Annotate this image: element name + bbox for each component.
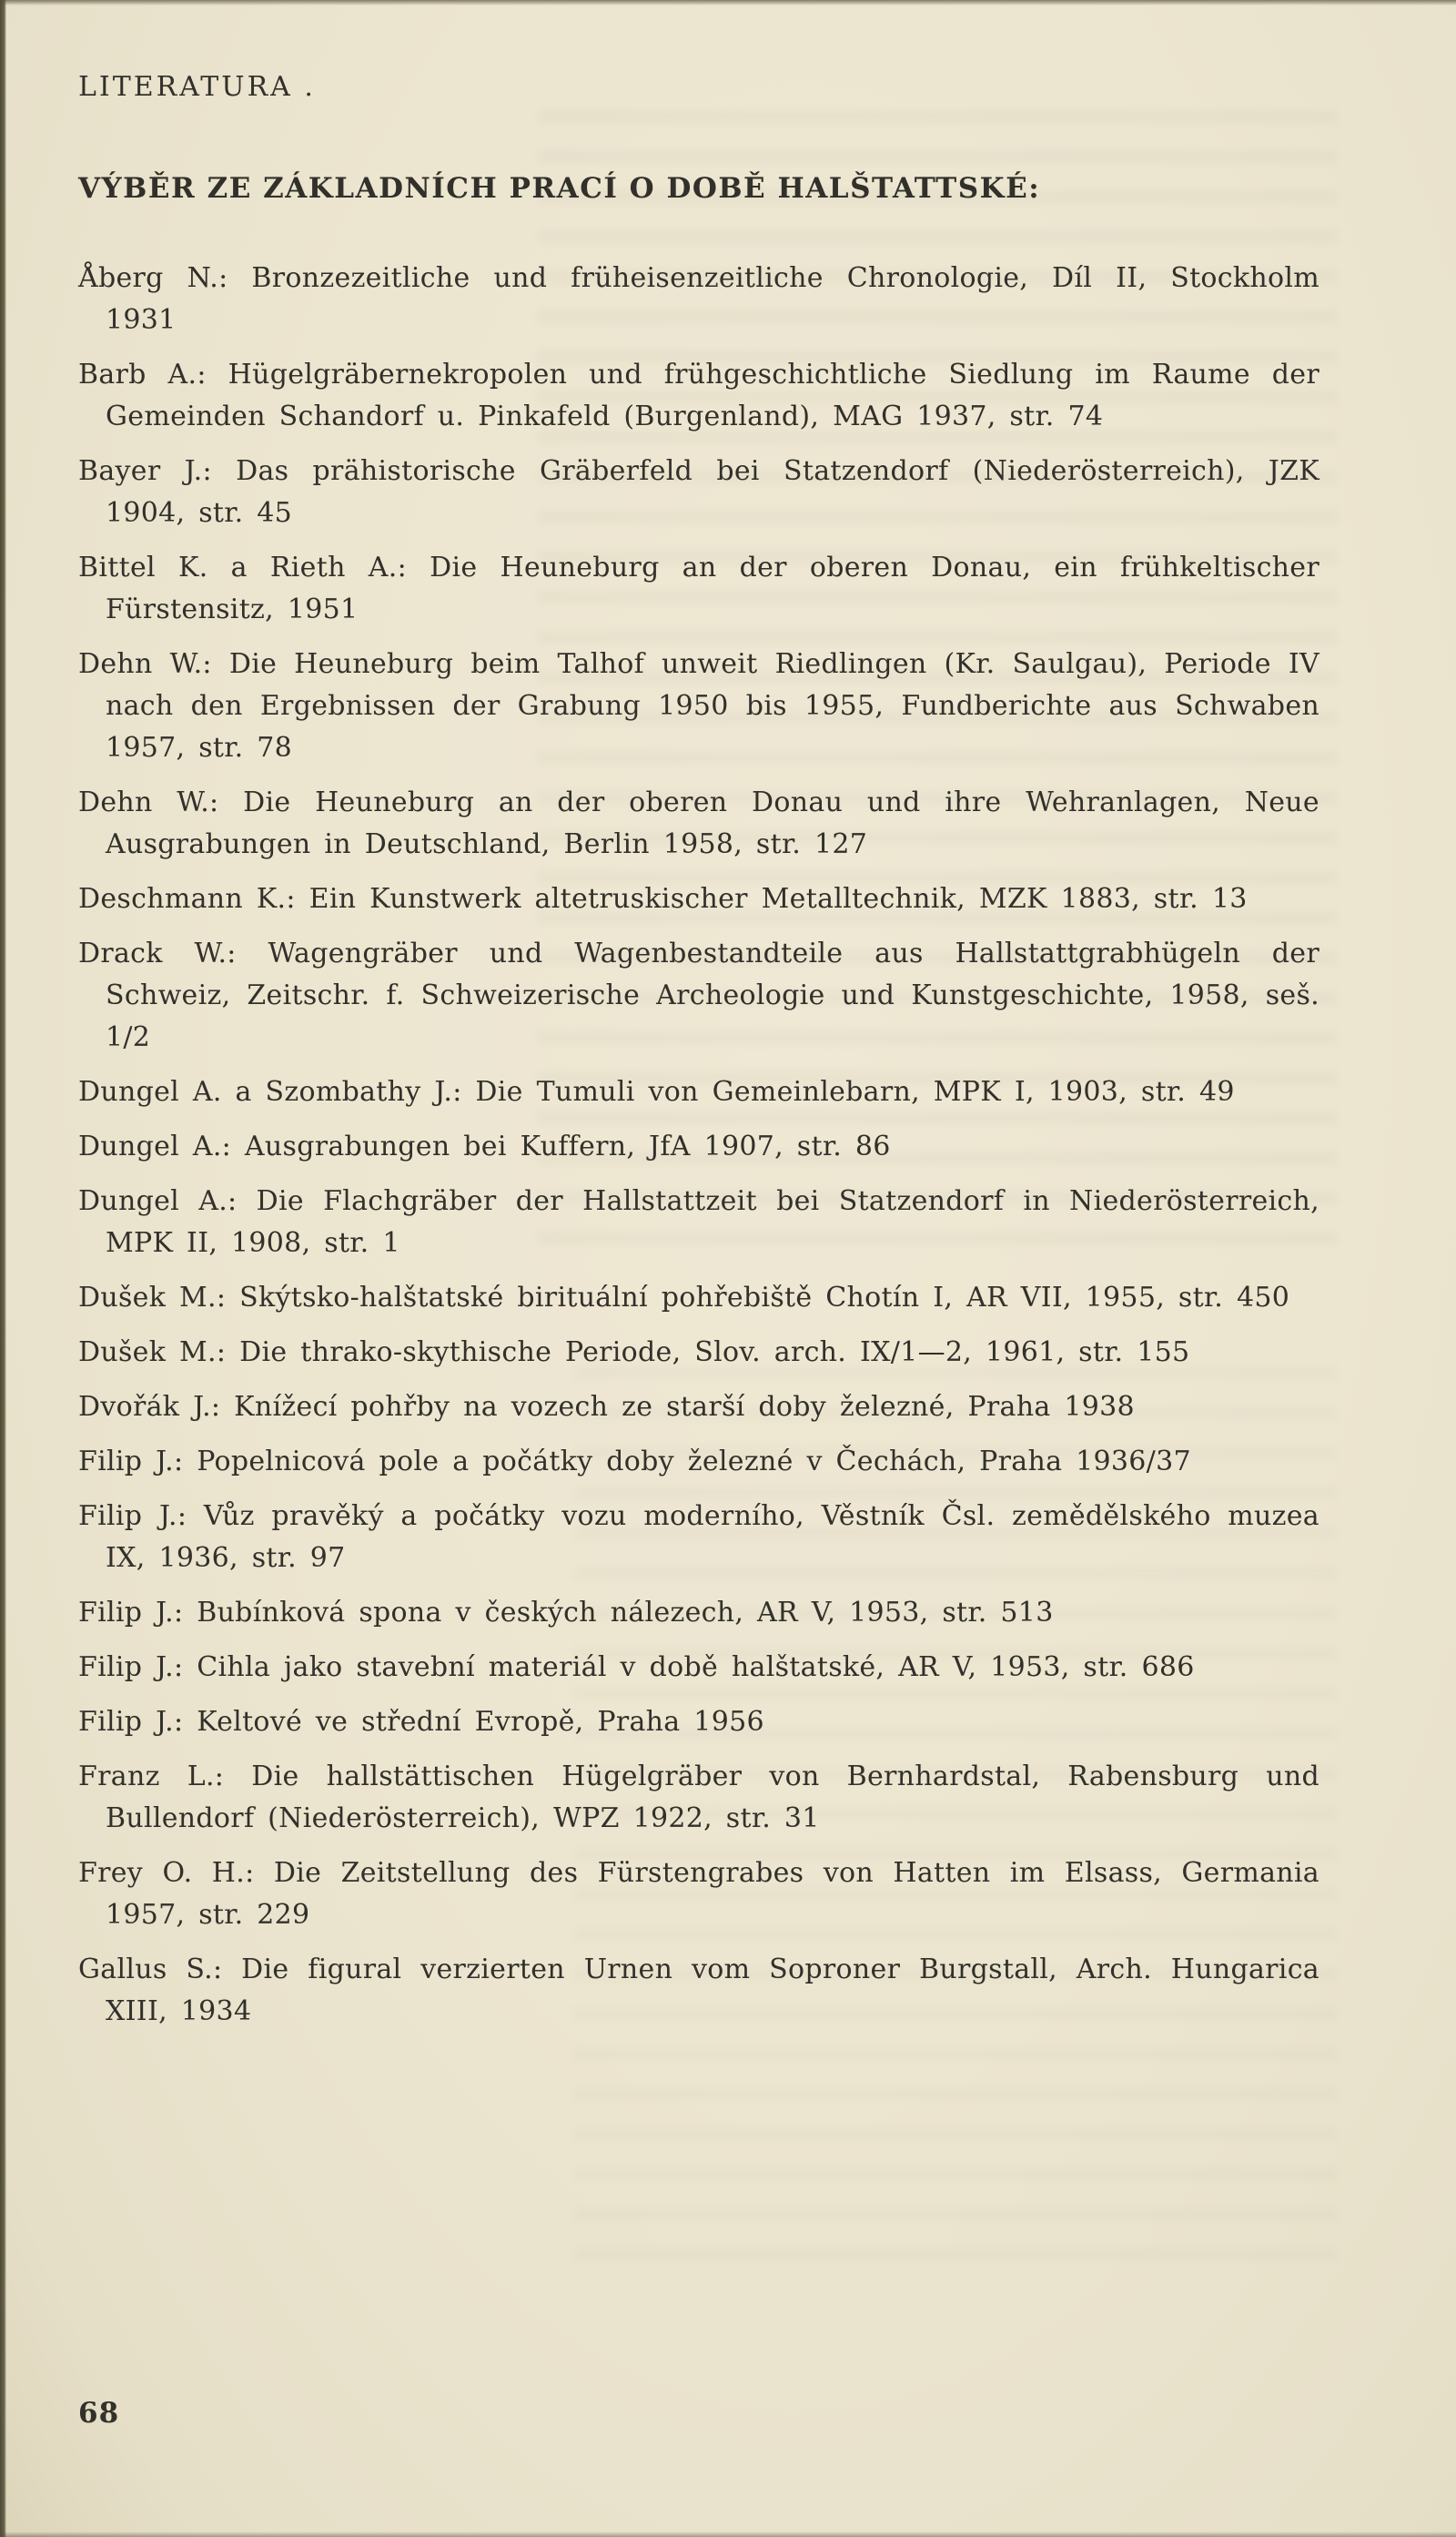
bibliography-entry: Åberg N.: Bronzezeitliche und früheisenzeitliche Chronologie, Díl II, Stockholm 1931 <box>78 262 1320 336</box>
bibliography-entry: Dehn W.: Die Heuneburg beim Talhof unweit Riedlingen (Kr. Saulgau), Periode IV nach den Ergebnissen der Grabung 1950 bis 1955, Fundberichte aus Schwaben 1957, str. 78 <box>78 648 1320 764</box>
scan-edge-bottom <box>0 2532 1456 2537</box>
bibliography-entry: Filip J.: Vůz pravěký a počátky vozu moderního, Věstník Čsl. zemědělského muzea IX, 1936, str. 97 <box>78 1500 1320 1574</box>
bibliography-entry: Gallus S.: Die figural verzierten Urnen vom Soproner Burgstall, Arch. Hungarica XIII, 1934 <box>78 1953 1320 2027</box>
bibliography-entry: Barb A.: Hügelgräbernekropolen und frühgeschichtliche Siedlung im Raume der Gemeinden Schandorf u. Pinkafeld (Burgenland), MAG 1937, str. 74 <box>78 359 1320 432</box>
bibliography-entry: Dušek M.: Die thrako-skythische Periode, Slov. arch. IX/1—2, 1961, str. 155 <box>78 1336 1190 1368</box>
bibliography-entry: Drack W.: Wagengräber und Wagenbestandteile aus Hallstattgrabhügeln der Schweiz, Zeitschr. f. Schweizerische Archeologie und Kunstgeschichte, 1958, seš. 1/2 <box>78 938 1320 1053</box>
running-header: LITERATURA . <box>78 71 316 103</box>
scan-edge-left <box>0 0 6 2537</box>
page-content <box>78 71 1320 2430</box>
scan-edge-top <box>0 0 1456 5</box>
bibliography-entry: Dušek M.: Skýtsko-halštatské birituální pohřebiště Chotín I, AR VII, 1955, str. 450 <box>78 1282 1290 1314</box>
bibliography-entry: Filip J.: Popelnicová pole a počátky doby železné v Čechách, Praha 1936/37 <box>78 1446 1191 1477</box>
bibliography-entry: Dvořák J.: Knížecí pohřby na vozech ze starší doby železné, Praha 1938 <box>78 1391 1135 1423</box>
bibliography-entry: Bittel K. a Rieth A.: Die Heuneburg an der oberen Donau, ein frühkeltischer Fürstensitz, 1951 <box>78 552 1320 625</box>
bibliography-entry: Filip J.: Bubínková spona v českých nálezech, AR V, 1953, str. 513 <box>78 1597 1054 1629</box>
bibliography-list <box>78 258 1320 2045</box>
bibliography-entry: Dungel A.: Die Flachgräber der Hallstattzeit bei Statzendorf in Niederösterreich, MPK II, 1908, str. 1 <box>78 1185 1320 1259</box>
bibliography-entry: Dehn W.: Die Heuneburg an der oberen Donau und ihre Wehranlagen, Neue Ausgrabungen in Deutschland, Berlin 1958, str. 127 <box>78 786 1320 860</box>
page-number: 68 <box>78 2397 120 2430</box>
bibliography-entry: Bayer J.: Das prähistorische Gräberfeld bei Statzendorf (Niederösterreich), JZK 1904, str. 45 <box>78 455 1320 529</box>
bibliography-entry: Dungel A. a Szombathy J.: Die Tumuli von Gemeinlebarn, MPK I, 1903, str. 49 <box>78 1076 1235 1108</box>
bibliography-entry: Filip J.: Cihla jako stavební materiál v době halštatské, AR V, 1953, str. 686 <box>78 1651 1195 1683</box>
bibliography-entry: Dungel A.: Ausgrabungen bei Kuffern, JfA 1907, str. 86 <box>78 1131 891 1162</box>
bibliography-entry: Franz L.: Die hallstättischen Hügelgräber von Bernhardstal, Rabensburg und Bullendorf (Niederösterreich), WPZ 1922, str. 31 <box>78 1761 1320 1834</box>
section-title: VÝBĚR ZE ZÁKLADNÍCH PRACÍ O DOBĚ HALŠTATTSKÉ: <box>78 172 1041 205</box>
bibliography-entry: Filip J.: Keltové ve střední Evropě, Praha 1956 <box>78 1706 764 1738</box>
bibliography-entry: Deschmann K.: Ein Kunstwerk altetruskischer Metalltechnik, MZK 1883, str. 13 <box>78 883 1248 915</box>
bibliography-entry: Frey O. H.: Die Zeitstellung des Fürstengrabes von Hatten im Elsass, Germania 1957, str. 229 <box>78 1857 1320 1931</box>
